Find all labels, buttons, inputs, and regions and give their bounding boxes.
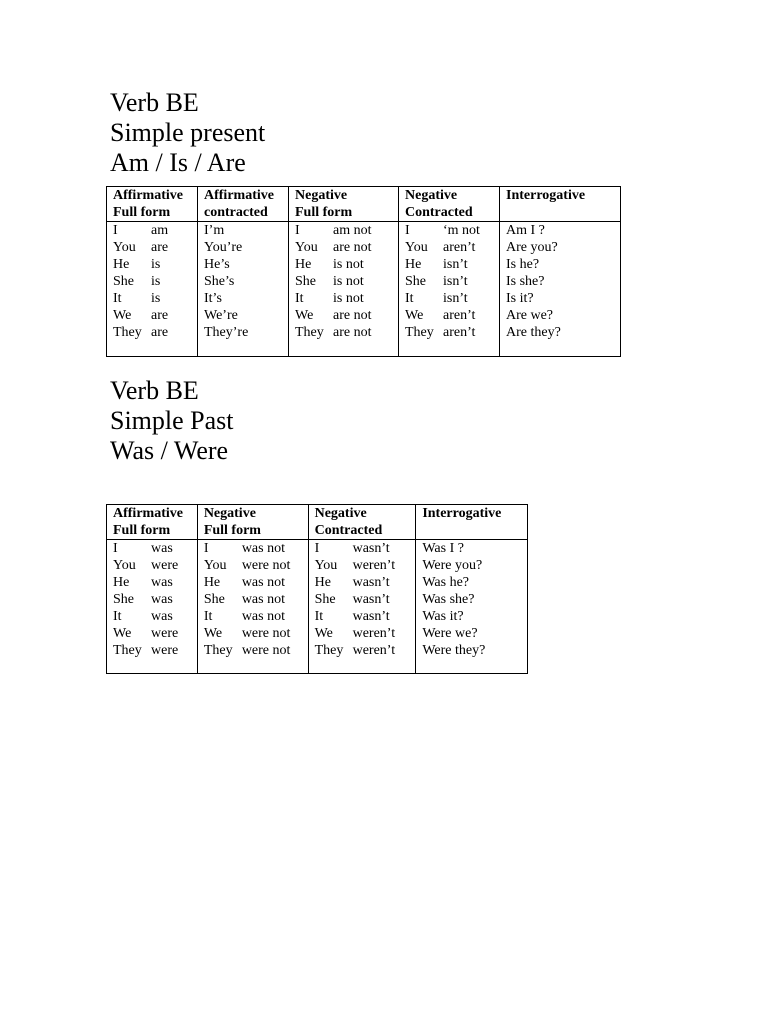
verb-form: aren’t	[443, 325, 476, 340]
pronoun: You	[113, 240, 136, 255]
pronoun: I	[295, 223, 300, 238]
pronoun: You	[295, 240, 318, 255]
pronoun: He	[203, 575, 221, 590]
verb-form: was not	[241, 575, 285, 590]
header-line: Contracted	[314, 523, 383, 538]
verb-form: are	[151, 240, 169, 255]
column-cell	[289, 222, 399, 357]
header-row	[107, 505, 528, 540]
column-cell	[107, 222, 198, 357]
conjugation-line	[204, 608, 308, 625]
pronoun: It	[203, 609, 213, 624]
conjugation-row	[107, 540, 528, 674]
pronoun: It	[314, 609, 324, 624]
form: Is he?	[506, 257, 540, 272]
conjugation-line	[204, 625, 308, 642]
simple-present-table	[106, 186, 621, 357]
pronoun: You	[314, 558, 338, 573]
conjugation-line	[405, 324, 499, 341]
conjugation-line	[422, 625, 527, 642]
verb-form: aren’t	[443, 240, 476, 255]
conjugation-line	[113, 608, 197, 625]
pronoun: It	[113, 291, 122, 306]
conjugation-line	[113, 540, 197, 557]
conjugation-line	[295, 273, 398, 290]
pronoun: I	[113, 223, 118, 238]
conjugation-line	[405, 222, 499, 239]
header-line: Negative	[405, 188, 458, 203]
form: You’re	[204, 240, 243, 255]
pronoun: We	[113, 308, 132, 323]
conjugation-line	[405, 239, 499, 256]
header-line: Negative	[314, 506, 367, 521]
verb-form: are not	[333, 240, 372, 255]
verb-form: wasn’t	[352, 592, 390, 607]
form: He’s	[204, 257, 230, 272]
header-cell	[107, 187, 198, 222]
header-line: Full form	[113, 205, 171, 220]
conjugation-line	[204, 307, 288, 324]
conjugation-line	[405, 307, 499, 324]
conjugation-line	[295, 222, 398, 239]
pronoun: You	[405, 240, 428, 255]
conjugation-line	[405, 290, 499, 307]
pronoun: You	[203, 558, 227, 573]
conjugation-line	[204, 324, 288, 341]
conjugation-line	[204, 642, 308, 659]
pronoun: We	[314, 626, 333, 641]
conjugation-line	[204, 540, 308, 557]
conjugation-line	[113, 625, 197, 642]
form: I’m	[204, 223, 225, 238]
pronoun: I	[203, 541, 209, 556]
verb-form: am not	[333, 223, 372, 238]
section2-heading	[110, 376, 234, 466]
pronoun: He	[295, 257, 312, 272]
pronoun: He	[113, 257, 130, 272]
header-cell	[289, 187, 399, 222]
header-line: Contracted	[405, 205, 473, 220]
header-line: contracted	[204, 205, 268, 220]
column-cell	[308, 540, 416, 674]
conjugation-line	[315, 574, 416, 591]
conjugation-line	[422, 642, 527, 659]
verb-form: is not	[333, 274, 364, 289]
column-cell	[399, 222, 500, 357]
conjugation-line	[204, 557, 308, 574]
pronoun: He	[405, 257, 422, 272]
verb-form: was	[151, 592, 173, 607]
column-cell	[197, 540, 308, 674]
simple-past-table	[106, 504, 528, 674]
conjugation-line	[405, 256, 499, 273]
pronoun: We	[295, 308, 314, 323]
pronoun: It	[295, 291, 304, 306]
verb-form: were not	[241, 558, 291, 573]
conjugation-line	[113, 557, 197, 574]
conjugation-line	[315, 608, 416, 625]
conjugation-line	[506, 307, 620, 324]
conjugation-line	[204, 574, 308, 591]
conjugation-line	[315, 642, 416, 659]
conjugation-line	[113, 273, 197, 290]
section2-forms-line: Was / Were	[110, 436, 229, 465]
verb-form: am	[151, 223, 169, 238]
header-line: Full form	[203, 523, 261, 538]
section1-forms-line: Am / Is / Are	[110, 148, 246, 177]
form: Are you?	[506, 240, 558, 255]
conjugation-line	[295, 256, 398, 273]
verb-form: are	[151, 325, 169, 340]
conjugation-line	[506, 239, 620, 256]
section1-subtitle-line: Simple present	[110, 118, 266, 147]
pronoun: We	[113, 626, 132, 641]
section2-subtitle-line: Simple Past	[110, 406, 234, 435]
form: Am I ?	[506, 223, 545, 238]
conjugation-line	[506, 324, 620, 341]
verb-form: is	[151, 274, 161, 289]
verb-form: are not	[333, 325, 372, 340]
conjugation-line	[113, 591, 197, 608]
form: Was he?	[422, 575, 469, 590]
verb-form: was not	[241, 609, 285, 624]
verb-form: were	[151, 643, 179, 658]
conjugation-line	[113, 222, 197, 239]
conjugation-line	[113, 324, 197, 341]
header-line: Affirmative	[113, 188, 183, 203]
verb-form: isn’t	[443, 274, 468, 289]
pronoun: She	[203, 592, 225, 607]
pronoun: He	[113, 575, 130, 590]
form: Was it?	[422, 609, 464, 624]
verb-form: is not	[333, 257, 364, 272]
header-line: Affirmative	[204, 188, 274, 203]
section1-title-line: Verb BE	[110, 88, 199, 117]
form: They’re	[204, 325, 249, 340]
conjugation-line	[315, 591, 416, 608]
conjugation-line	[422, 557, 527, 574]
header-line: Interrogative	[506, 188, 586, 203]
section2-title-line: Verb BE	[110, 376, 199, 405]
verb-form: were	[151, 558, 179, 573]
form: Was she?	[422, 592, 475, 607]
header-cell	[197, 505, 308, 540]
conjugation-line	[295, 239, 398, 256]
pronoun: They	[405, 325, 434, 340]
pronoun: They	[295, 325, 324, 340]
conjugation-line	[422, 608, 527, 625]
pronoun: She	[405, 274, 426, 289]
verb-form: is not	[333, 291, 364, 306]
verb-form: was	[151, 575, 173, 590]
column-cell	[500, 222, 621, 357]
conjugation-line	[422, 540, 527, 557]
verb-form: were	[151, 626, 179, 641]
header-line: Interrogative	[422, 506, 502, 521]
header-line: Affirmative	[113, 506, 183, 521]
pronoun: I	[113, 541, 118, 556]
verb-form: is	[151, 257, 161, 272]
header-line: Negative	[295, 188, 348, 203]
pronoun: I	[405, 223, 410, 238]
header-line: Full form	[295, 205, 353, 220]
conjugation-line	[113, 290, 197, 307]
conjugation-line	[422, 574, 527, 591]
section1-heading	[110, 88, 265, 178]
conjugation-line	[113, 239, 197, 256]
conjugation-line	[204, 273, 288, 290]
header-cell	[416, 505, 528, 540]
conjugation-line	[422, 591, 527, 608]
verb-form: aren’t	[443, 308, 476, 323]
form: Were they?	[422, 643, 486, 658]
header-cell	[399, 187, 500, 222]
conjugation-line	[204, 290, 288, 307]
verb-form: isn’t	[443, 257, 468, 272]
header-row	[107, 187, 621, 222]
conjugation-line	[113, 642, 197, 659]
verb-form: was	[151, 541, 173, 556]
verb-form: wasn’t	[352, 575, 390, 590]
form: Are we?	[506, 308, 554, 323]
header-cell	[500, 187, 621, 222]
header-line: Full form	[113, 523, 171, 538]
verb-form: ‘m not	[443, 223, 480, 238]
pronoun: They	[113, 325, 142, 340]
verb-form: wasn’t	[352, 541, 390, 556]
pronoun: We	[203, 626, 223, 641]
column-cell	[107, 540, 198, 674]
header-line: Negative	[203, 506, 256, 521]
conjugation-line	[295, 290, 398, 307]
header-cell	[198, 187, 289, 222]
form: Was I ?	[422, 541, 464, 556]
pronoun: You	[113, 558, 136, 573]
conjugation-line	[506, 290, 620, 307]
form: She’s	[204, 274, 235, 289]
form: Were you?	[422, 558, 483, 573]
pronoun: She	[295, 274, 316, 289]
pronoun: They	[314, 643, 344, 658]
verb-form: weren’t	[352, 643, 396, 658]
form: Are they?	[506, 325, 561, 340]
pronoun: She	[113, 274, 134, 289]
header-cell	[308, 505, 416, 540]
conjugation-line	[204, 222, 288, 239]
conjugation-line	[315, 625, 416, 642]
form: Is it?	[506, 291, 534, 306]
pronoun: She	[314, 592, 336, 607]
conjugation-line	[113, 574, 197, 591]
column-cell	[198, 222, 289, 357]
conjugation-line	[113, 256, 197, 273]
conjugation-line	[506, 256, 620, 273]
verb-form: are	[151, 308, 169, 323]
verb-form: is	[151, 291, 161, 306]
conjugation-row	[107, 222, 621, 357]
conjugation-line	[295, 324, 398, 341]
header-cell	[107, 505, 198, 540]
pronoun: He	[314, 575, 331, 590]
conjugation-line	[506, 273, 620, 290]
conjugation-line	[113, 307, 197, 324]
verb-form: were not	[241, 643, 291, 658]
form: We’re	[204, 308, 238, 323]
pronoun: She	[113, 592, 134, 607]
pronoun: We	[405, 308, 424, 323]
verb-form: are not	[333, 308, 372, 323]
form: Is she?	[506, 274, 545, 289]
conjugation-line	[405, 273, 499, 290]
verb-form: was not	[241, 541, 285, 556]
verb-form: was not	[241, 592, 285, 607]
conjugation-line	[204, 591, 308, 608]
form: It’s	[204, 291, 222, 306]
pronoun: They	[113, 643, 142, 658]
pronoun: They	[203, 643, 233, 658]
pronoun: I	[314, 541, 320, 556]
verb-form: weren’t	[352, 558, 396, 573]
verb-form: isn’t	[443, 291, 468, 306]
form: Were we?	[422, 626, 478, 641]
verb-form: weren’t	[352, 626, 396, 641]
verb-form: was	[151, 609, 173, 624]
conjugation-line	[295, 307, 398, 324]
pronoun: It	[405, 291, 414, 306]
conjugation-line	[506, 222, 620, 239]
conjugation-line	[315, 557, 416, 574]
column-cell	[416, 540, 528, 674]
verb-form: were not	[241, 626, 291, 641]
verb-form: wasn’t	[352, 609, 390, 624]
conjugation-line	[204, 239, 288, 256]
conjugation-line	[204, 256, 288, 273]
conjugation-line	[315, 540, 416, 557]
pronoun: It	[113, 609, 122, 624]
